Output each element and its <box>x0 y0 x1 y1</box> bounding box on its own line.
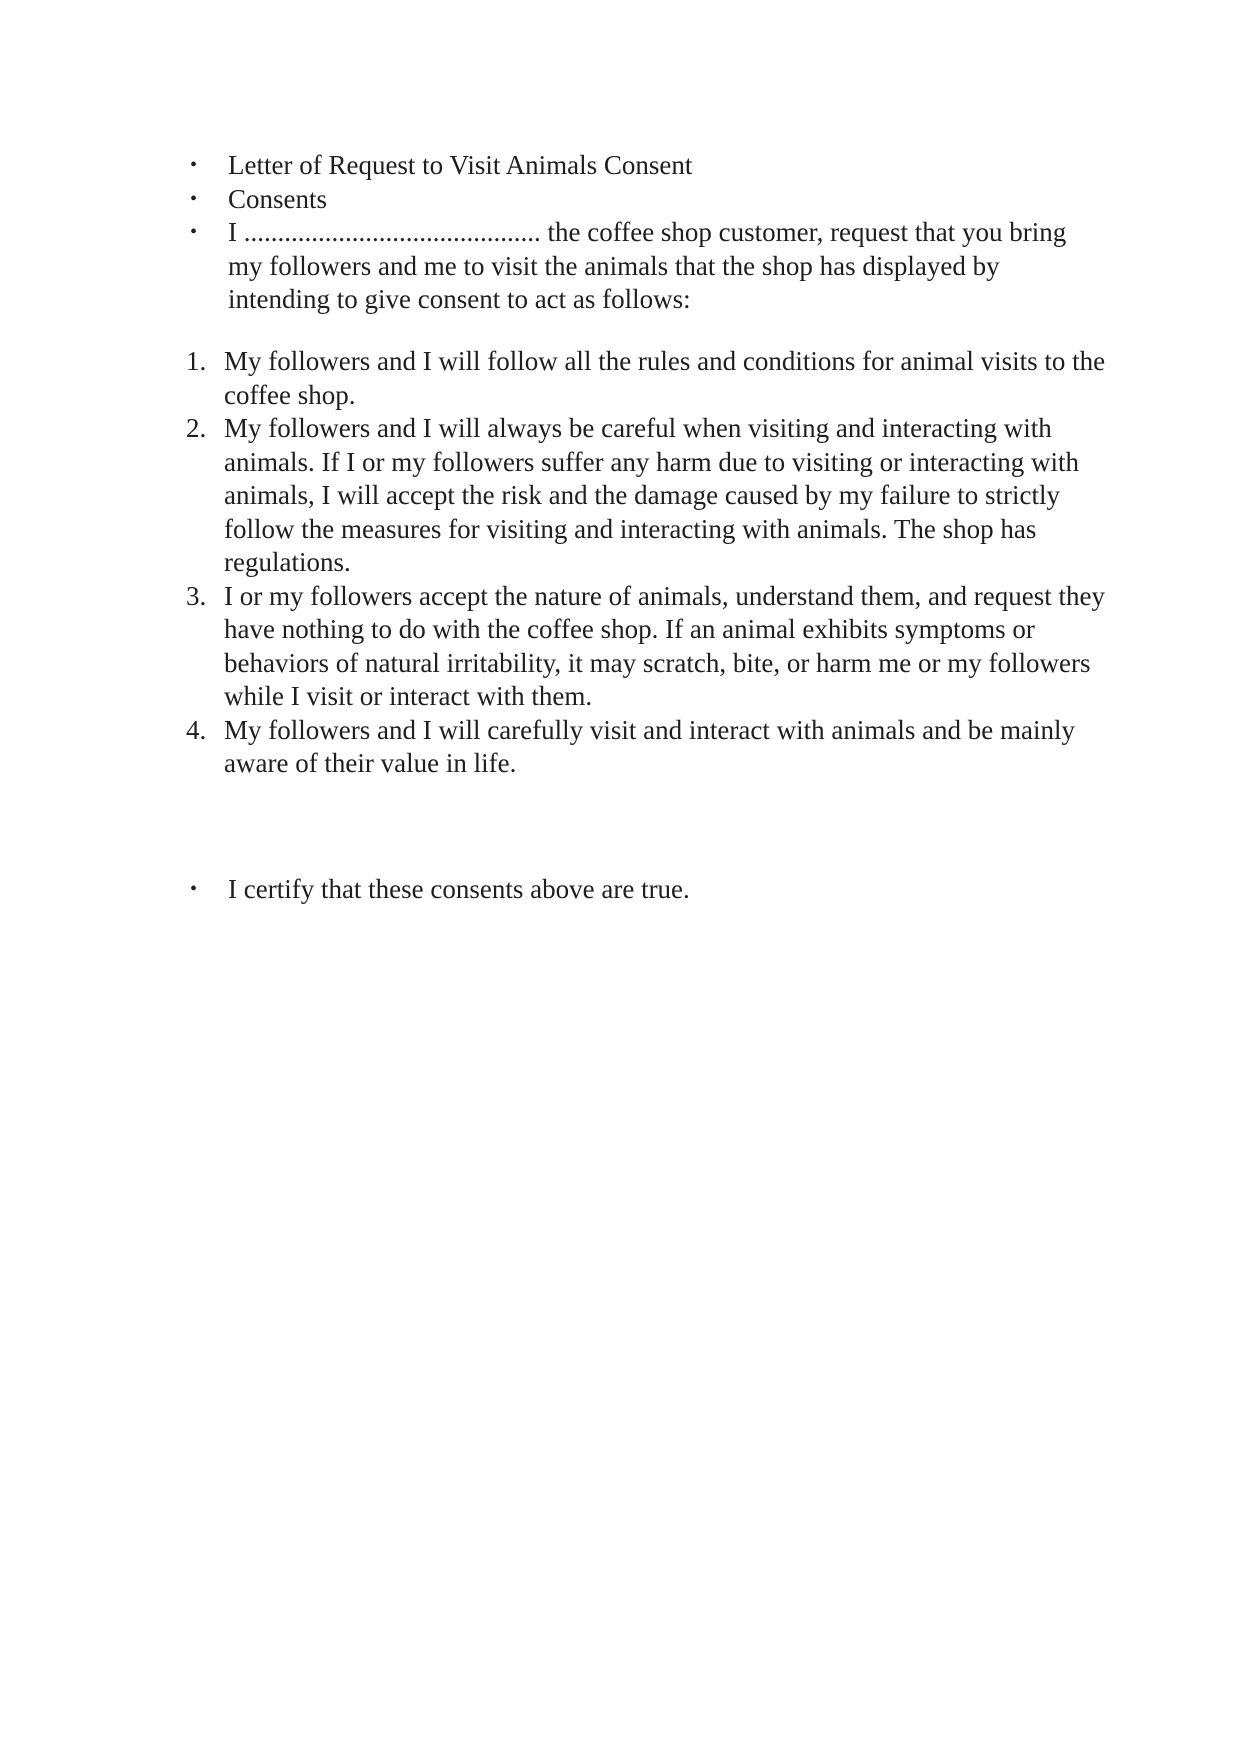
bullet-icon: • <box>190 154 198 176</box>
certification-statement: I certify that these consents above are true. <box>228 874 690 904</box>
list-item <box>186 580 1106 714</box>
letter-title: Letter of Request to Visit Animals Consent <box>228 150 693 180</box>
bullet-icon: • <box>190 878 198 900</box>
bullet-icon: • <box>190 221 198 243</box>
item-number: 1. <box>186 346 207 376</box>
consent-item-text: My followers and I will follow all the rules and conditions for animal visits to the coffee shop. <box>224 346 1106 410</box>
consent-item-text: My followers and I will always be careful when visiting and interacting with animals. If I or my followers suffer any harm due to visiting or interacting with animals, I will accept the risk and the damage caused by my failure to strictly follow the measures for visiting and interacting with animals. The shop has regulations. <box>224 413 1080 577</box>
list-item <box>186 714 1106 781</box>
list-item <box>186 873 1106 907</box>
request-statement: I ............................................ the coffee shop customer, request that you bring my followers and me to visit the animals that the shop has displayed by intending to give consent to act as follows: <box>228 217 1067 314</box>
bullet-icon: • <box>190 187 198 210</box>
consents-heading: Consents <box>228 183 328 214</box>
list-item <box>186 345 1106 412</box>
item-number: 2. <box>186 413 207 443</box>
item-number: 3. <box>186 580 207 611</box>
list-item <box>186 149 1106 183</box>
consent-item-text: My followers and I will carefully visit and interact with animals and be mainly aware of their value in life. <box>224 714 1076 778</box>
consent-item-text: I or my followers accept the nature of animals, understand them, and request they have nothing to do with the coffee shop. If an animal exhibits symptoms or behaviors of natural irritability, it may scratch, bite, or harm me or my followers while I visit or interact with them. <box>224 580 1105 711</box>
list-item <box>186 216 1106 317</box>
closing-bullet-list <box>186 873 1106 907</box>
numbered-consent-list <box>186 345 1106 781</box>
list-item <box>186 183 1106 217</box>
top-bullet-list <box>186 149 1106 317</box>
list-item <box>186 412 1106 580</box>
item-number: 4. <box>186 714 207 745</box>
